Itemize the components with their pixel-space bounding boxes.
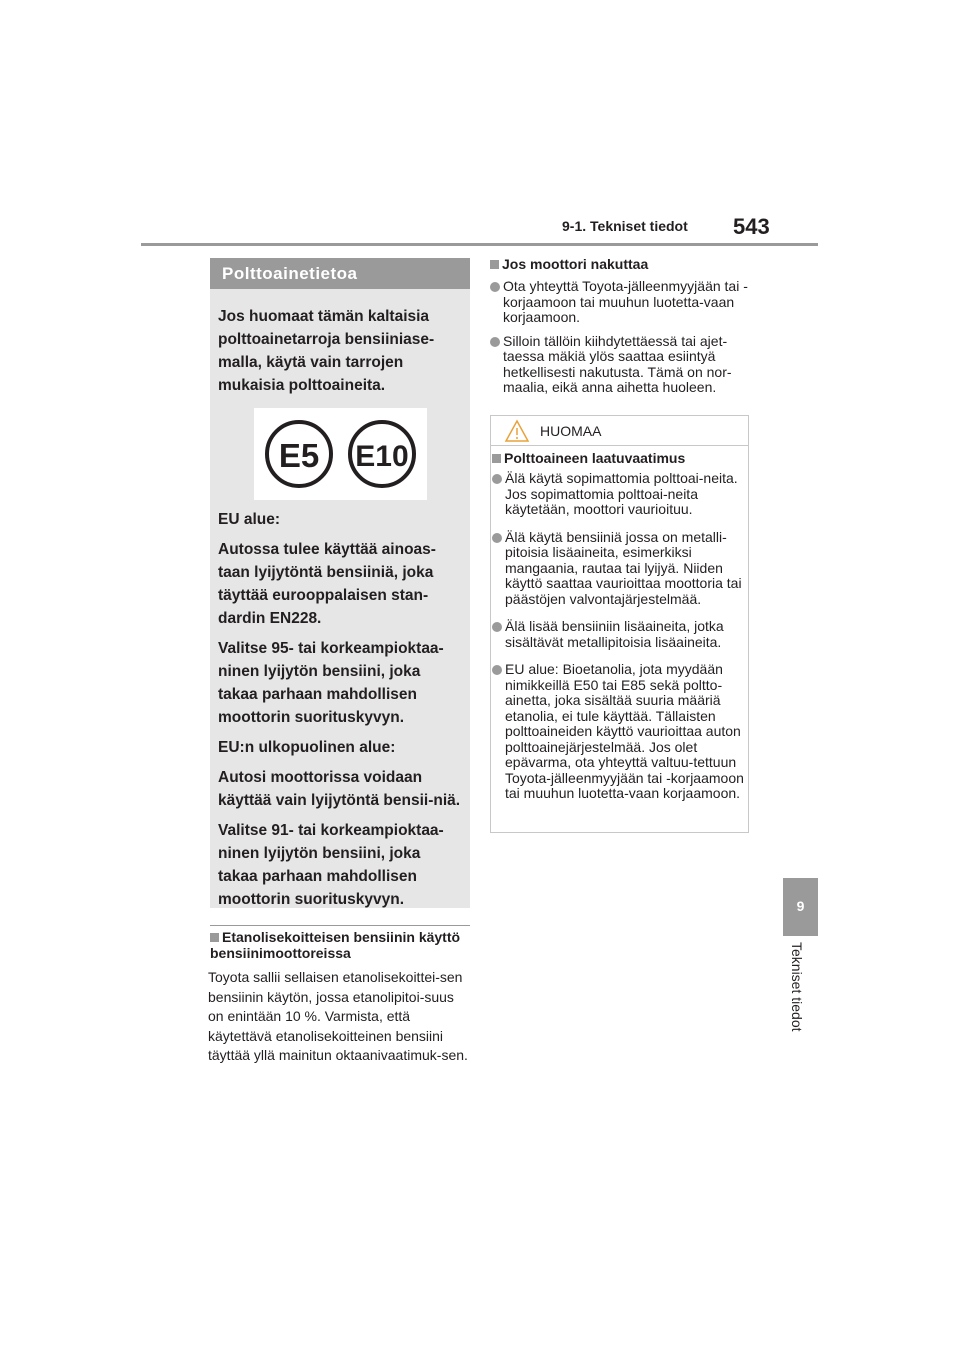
- warning-triangle-icon: [504, 419, 530, 443]
- square-bullet-icon: [490, 260, 499, 269]
- chapter-label: Tekniset tiedot: [789, 942, 805, 1032]
- ethanol-body: Toyota sallii sellaisen etanolisekoittei-sen bensiinin käytön, jossa etanolipitoi-suus on enintään 10 %. Varmista, että käytettävä etanolisekoitteinen bensiini täyttää yllä mainitun oktaanivaatimuk-sen.: [208, 969, 468, 1063]
- fuel-info-title: Polttoainetietoa: [210, 258, 470, 289]
- notice-heading: Polttoaineen laatuvaatimus: [492, 450, 744, 466]
- bullet-dot-icon: [490, 337, 500, 347]
- fuel-info-paragraph: Valitse 91- tai korkeampioktaa-ninen lyijytön bensiini, joka takaa parhaan mahdollisen moottorin suorituskyvyn.: [218, 822, 444, 908]
- e10-label: E10: [355, 440, 409, 473]
- bullet-dot-icon: [490, 282, 500, 292]
- fuel-info-paragraph: EU alue:: [218, 511, 281, 528]
- fuel-info-paragraphs: [218, 508, 464, 918]
- bullet-dot-icon: [492, 474, 502, 484]
- list-item: Älä käytä bensiiniä jossa on metalli-pitoisia lisäaineita, esimerkiksi mangaania, rautaa tai lyijyä. Niiden käyttö saattaa vaurioittaa moottoria tai päästöjen valvontajärjestelmää.: [492, 530, 744, 608]
- fuel-info-paragraph: EU:n ulkopuolinen alue:: [218, 739, 396, 756]
- fuel-info-paragraph: Autossa tulee käyttää ainoas-taan lyijytöntä bensiiniä, joka täyttää eurooppalaisen stan-dardin EN228.: [218, 541, 436, 627]
- list-item: Ota yhteyttä Toyota-jälleenmyyjään tai -korjaamoon tai muuhun luotetta-vaan korjaamoon.: [490, 279, 752, 326]
- fuel-info-paragraph: Valitse 95- tai korkeampioktaa-ninen lyijytön bensiini, joka takaa parhaan mahdollisen moottorin suorituskyvyn.: [218, 640, 444, 726]
- bullet-dot-icon: [492, 622, 502, 632]
- section-divider: [210, 925, 470, 926]
- section-title: 9-1. Tekniset tiedot: [562, 218, 688, 234]
- knocking-heading: Jos moottori nakuttaa: [490, 256, 752, 272]
- knocking-list: [490, 279, 752, 404]
- e5-label: E5: [278, 437, 320, 474]
- page-number: 543: [733, 214, 770, 239]
- fuel-info-intro: Jos huomaat tämän kaltaisia polttoainetarroja bensiiniase-malla, käytä vain tarrojen mukaisia polttoaineita.: [218, 308, 435, 394]
- fuel-labels-image: [254, 408, 427, 500]
- list-item: Silloin tällöin kiihdytettäessä tai ajet-taessa mäkiä ylös saattaa esiintyä hetkellisesti nakutusta. Tämä on nor-maalia, eikä anna aihetta huoleen.: [490, 334, 752, 396]
- chapter-number: 9: [796, 898, 805, 914]
- notice-label: HUOMAA: [540, 423, 602, 439]
- fuel-label-icons: [254, 408, 427, 500]
- header-rule: [141, 243, 818, 246]
- square-bullet-icon: [210, 933, 219, 942]
- bullet-dot-icon: [492, 665, 502, 675]
- ethanol-heading: Etanolisekoitteisen bensiinin käyttö bensiinimoottoreissa: [210, 929, 461, 961]
- notice-list: [492, 471, 744, 810]
- fuel-info-paragraph: Autosi moottorissa voidaan käyttää vain lyijytöntä bensii-niä.: [218, 769, 461, 809]
- list-item: Älä käytä sopimattomia polttoai-neita. Jos sopimattomia polttoai-neita käytetään, moottori vaurioituu.: [492, 471, 744, 518]
- notice-divider: [490, 445, 749, 446]
- bullet-dot-icon: [492, 533, 502, 543]
- list-item: Älä lisää bensiiniin lisäaineita, jotka sisältävät metallipitoisia lisäaineita.: [492, 619, 744, 650]
- square-bullet-icon: [492, 454, 501, 463]
- list-item: EU alue: Bioetanolia, jota myydään nimikkeillä E50 tai E85 sekä poltto-ainetta, joka sisältää suuria määriä etanolia, ei tule käyttää. Tällaisten polttoaineiden käyttö vaurioittaa auton polttoainejärjestelmää. Jos olet epävarma, ota yhteyttä valtuu-tettuun Toyota-jälleenmyyjään tai -korjaamoon tai muuhun luotetta-vaan korjaamoon.: [492, 662, 744, 802]
